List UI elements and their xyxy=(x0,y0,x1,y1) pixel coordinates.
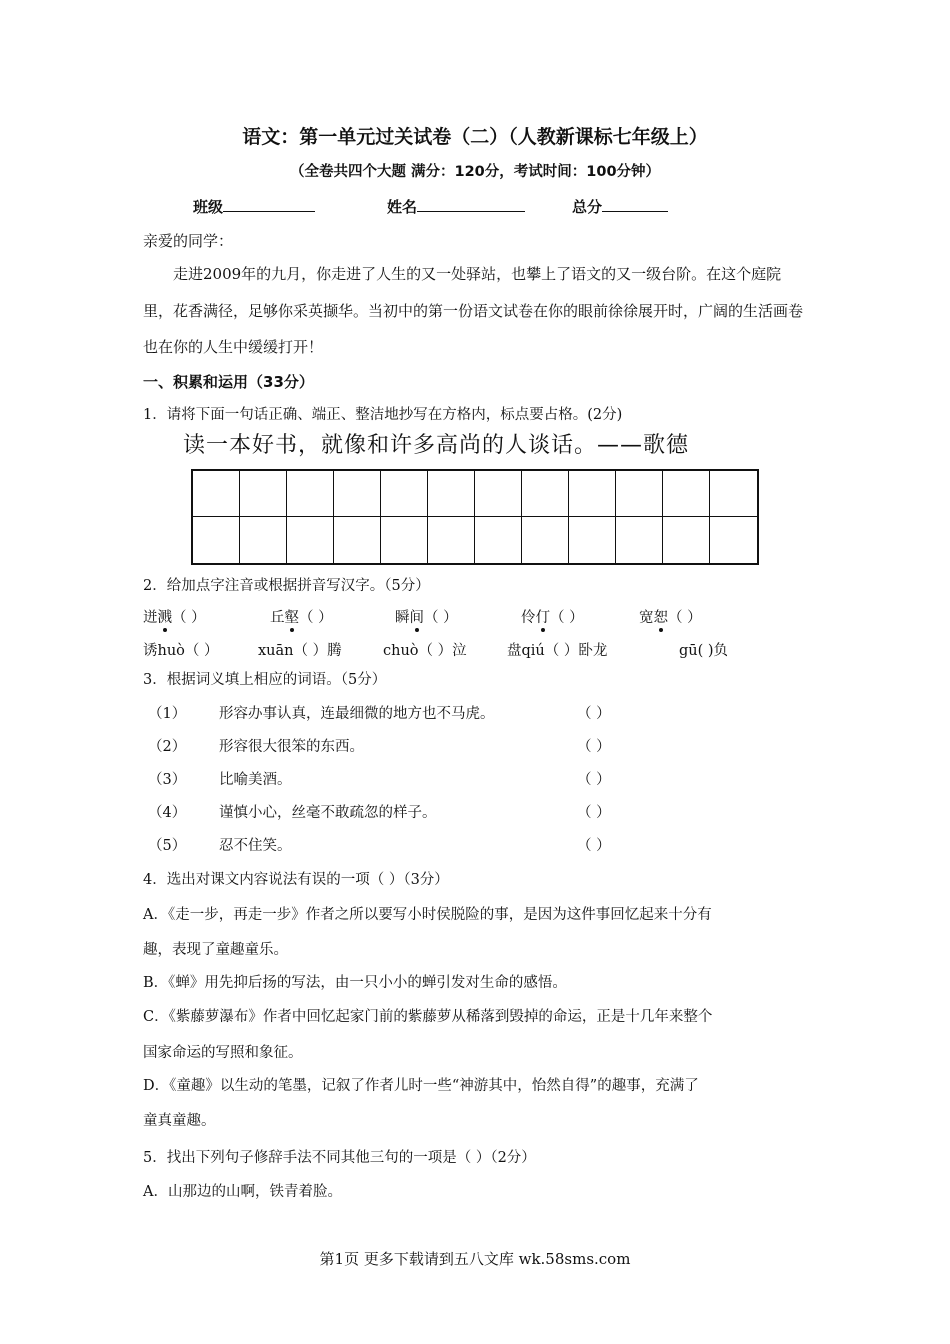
q3-item-blank[interactable]: （ ） xyxy=(577,706,611,722)
section-1-heading: 一、积累和运用（33分） xyxy=(143,373,314,391)
grid-cell[interactable] xyxy=(287,471,334,517)
q4-prompt: 4．选出对课文内容说法有误的一项（ ）（3分） xyxy=(143,872,449,888)
grid-cell[interactable] xyxy=(522,517,569,563)
q2-item-4: 伶仃（ ） xyxy=(521,610,584,626)
q2-item-5: 宽恕（ ） xyxy=(639,610,702,626)
q2-pinyin-2: xuān（ ）腾 xyxy=(258,643,342,659)
grid-cell[interactable] xyxy=(663,517,710,563)
q3-item-text: 形容很大很笨的东西。 xyxy=(219,739,364,755)
q3-item-text: 形容办事认真，连最细微的地方也不马虎。 xyxy=(219,706,495,722)
grid-cell[interactable] xyxy=(334,517,381,563)
grid-cell[interactable] xyxy=(710,517,757,563)
grid-cell[interactable] xyxy=(616,471,663,517)
q3-item-num: （3） xyxy=(148,772,187,788)
q3-item-num: （2） xyxy=(148,739,187,755)
grid-cell[interactable] xyxy=(522,471,569,517)
grid-cell[interactable] xyxy=(428,517,475,563)
q4-option-b: B．《蝉》用先抑后扬的写法，由一只小小的蝉引发对生命的感悟。 xyxy=(143,975,567,991)
q3-item-num: （4） xyxy=(148,805,187,821)
page-footer: 第1页 更多下载请到五八文库 wk.58sms.com xyxy=(319,1250,631,1268)
q3-item-blank[interactable]: （ ） xyxy=(577,772,611,788)
page-title: 语文：第一单元过关试卷（二）（人教新课标七年级上） xyxy=(242,126,708,148)
grid-cell[interactable] xyxy=(710,471,757,517)
grid-cell[interactable] xyxy=(334,471,381,517)
grid-cell[interactable] xyxy=(616,517,663,563)
q1-prompt: 1．请将下面一句话正确、端正、整洁地抄写在方格内，标点要占格。(2分) xyxy=(143,407,623,423)
q2-item-2: 丘壑（ ） xyxy=(270,610,333,626)
q2-pinyin-5: gū( )负 xyxy=(679,643,729,659)
page-subtitle: （全卷共四个大题 满分：120分，考试时间：100分钟） xyxy=(289,164,661,180)
q3-item-num: （1） xyxy=(148,706,187,722)
q2-item-3: 瞬间（ ） xyxy=(395,610,458,626)
q2-pinyin-1: 诱huò（ ） xyxy=(143,643,219,659)
grid-cell[interactable] xyxy=(240,471,287,517)
grid-cell[interactable] xyxy=(193,471,240,517)
q4-option-a: A．《走一步，再走一步》作者之所以要写小时侯脱险的事，是因为这件事回忆起来十分有 xyxy=(143,907,712,923)
q2-pinyin-3: chuò（ ）泣 xyxy=(383,643,467,659)
grid-cell[interactable] xyxy=(663,471,710,517)
q3-item-num: （5） xyxy=(148,838,187,854)
grid-cell[interactable] xyxy=(475,471,522,517)
writing-grid[interactable] xyxy=(191,469,759,565)
name-blank[interactable] xyxy=(417,196,525,212)
grid-cell[interactable] xyxy=(475,517,522,563)
grid-cell[interactable] xyxy=(428,471,475,517)
q3-item-text: 比喻美酒。 xyxy=(219,772,292,788)
q3-item-blank[interactable]: （ ） xyxy=(577,838,611,854)
grid-cell[interactable] xyxy=(381,517,428,563)
q5-prompt: 5．找出下列句子修辞手法不同其他三句的一项是（ ）（2分） xyxy=(143,1150,536,1166)
q4-option-a-cont: 趣，表现了童趣童乐。 xyxy=(143,942,288,958)
q3-item-text: 谨慎小心，丝毫不敢疏忽的样子。 xyxy=(219,805,437,821)
total-blank[interactable] xyxy=(602,196,668,212)
name-field xyxy=(387,196,525,217)
class-field xyxy=(193,196,315,217)
q4-option-d-cont: 童真童趣。 xyxy=(143,1113,216,1129)
q2-pinyin-4: 盘qiú（ ）卧龙 xyxy=(507,643,608,659)
grid-cell[interactable] xyxy=(287,517,334,563)
grid-cell[interactable] xyxy=(240,517,287,563)
q2-item-1: 迸溅（ ） xyxy=(143,610,206,626)
total-label: 总分 xyxy=(572,198,603,216)
grid-cell[interactable] xyxy=(193,517,240,563)
q3-item-text: 忍不住笑。 xyxy=(219,838,292,854)
q3-item-blank[interactable]: （ ） xyxy=(577,739,611,755)
q4-option-c: C．《紫藤萝瀑布》作者中回忆起家门前的紫藤萝从稀落到毁掉的命运，正是十几年来整个 xyxy=(143,1009,713,1025)
greeting: 亲爱的同学： xyxy=(143,232,234,250)
intro-paragraph: 走进2009年的九月，你走进了人生的又一处驿站，也攀上了语文的又一级台阶。在这个庭院里，花香满径，足够你采英撷华。当初中的第一份语文试卷在你的眼前徐徐展开时，广阔的生活画卷也在你的人生中缓缓打开！ xyxy=(143,265,804,356)
q5-option-a: A．山那边的山啊，铁青着脸。 xyxy=(143,1184,342,1200)
name-label: 姓名 xyxy=(387,198,418,216)
total-field xyxy=(572,196,668,217)
class-label: 班级 xyxy=(193,198,224,216)
class-blank[interactable] xyxy=(223,196,315,212)
q4-option-d: D．《童趣》以生动的笔墨，记叙了作者儿时一些“神游其中，怡然自得”的趣事，充满了 xyxy=(143,1078,699,1094)
grid-cell[interactable] xyxy=(569,471,616,517)
q4-option-c-cont: 国家命运的写照和象征。 xyxy=(143,1045,303,1061)
grid-cell[interactable] xyxy=(569,517,616,563)
grid-cell[interactable] xyxy=(381,471,428,517)
q1-quote: 读一本好书，就像和许多高尚的人谈话。——歌德 xyxy=(183,433,690,458)
q3-item-blank[interactable]: （ ） xyxy=(577,805,611,821)
q3-prompt: 3．根据词义填上相应的词语。（5分） xyxy=(143,672,387,688)
q2-prompt: 2．给加点字注音或根据拼音写汉字。（5分） xyxy=(143,578,430,594)
